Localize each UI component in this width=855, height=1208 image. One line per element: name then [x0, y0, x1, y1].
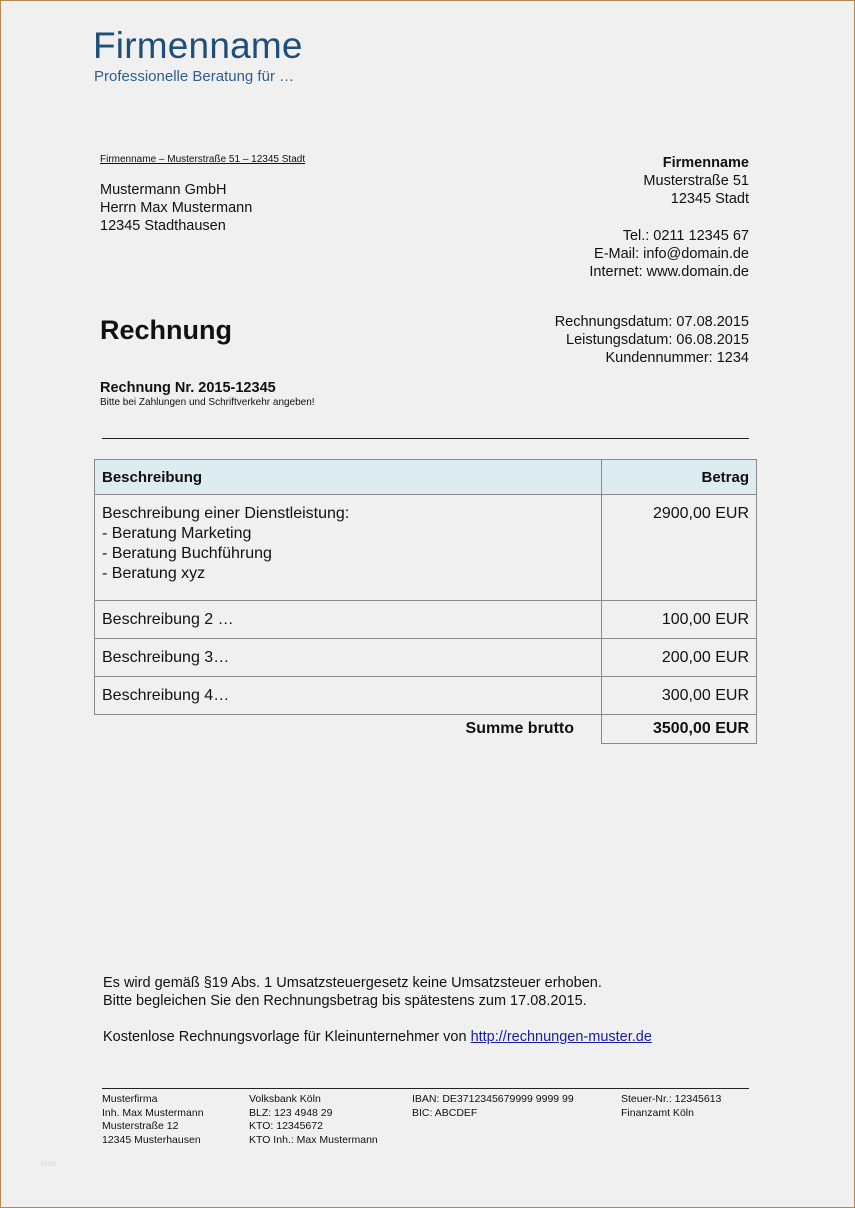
footer-line: Musterstraße 12	[102, 1120, 179, 1132]
line-items-table	[94, 459, 757, 744]
footer-line: Volksbank Köln	[249, 1093, 321, 1105]
company-web: Internet: www.domain.de	[589, 264, 749, 280]
row-amount: 100,00 EUR	[602, 601, 757, 639]
table-row	[95, 601, 757, 639]
table-row	[95, 677, 757, 715]
company-address	[643, 154, 749, 208]
total-amount: 3500,00 EUR	[602, 715, 757, 744]
footer-line: BLZ: 123 4948 29	[249, 1106, 333, 1119]
description-line: - Beratung Marketing	[102, 525, 252, 542]
footer-iban	[412, 1093, 574, 1120]
footer-line: Finanzamt Köln	[621, 1106, 694, 1119]
company-street: Musterstraße 51	[643, 173, 749, 189]
footer-line: Musterfirma	[102, 1093, 158, 1105]
footer-company	[102, 1093, 204, 1147]
document-title: Rechnung	[100, 315, 232, 345]
table-row	[95, 639, 757, 677]
footer-line: KTO Inh.: Max Mustermann	[249, 1133, 378, 1146]
company-contact	[589, 227, 749, 281]
footer-line: Steuer-Nr.: 12345613	[621, 1093, 722, 1105]
invoice-number: Rechnung Nr. 2015-12345	[100, 380, 276, 396]
company-phone: Tel.: 0211 12345 67	[622, 228, 749, 244]
total-row	[95, 715, 757, 744]
recipient-person: Herrn Max Mustermann	[100, 200, 253, 216]
footer-line: IBAN: DE3712345679999 9999 99	[412, 1093, 574, 1105]
row-description: Beschreibung 2 …	[95, 601, 602, 639]
divider	[102, 438, 749, 439]
row-amount: 300,00 EUR	[602, 677, 757, 715]
template-credit-text: Kostenlose Rechnungsvorlage für Kleinunternehmer von	[103, 1029, 471, 1045]
brand-name: Firmenname	[93, 25, 303, 66]
brand-tagline: Professionelle Beratung für …	[94, 68, 295, 85]
recipient-address	[100, 181, 252, 235]
total-label: Summe brutto	[95, 715, 602, 744]
row-amount: 2900,00 EUR	[602, 495, 757, 601]
footer-line: BIC: ABCDEF	[412, 1106, 478, 1119]
footer-line: 12345 Musterhausen	[102, 1133, 201, 1146]
table-header	[95, 460, 757, 495]
footer-line: Inh. Max Mustermann	[102, 1106, 204, 1119]
footer-tax	[621, 1093, 721, 1120]
company-city: 12345 Stadt	[670, 191, 749, 207]
service-date: Leistungsdatum: 06.08.2015	[566, 332, 749, 348]
payment-deadline-note: Bitte begleichen Sie den Rechnungsbetrag bis spätestens zum 17.08.2015.	[103, 993, 587, 1009]
row-amount: 200,00 EUR	[602, 639, 757, 677]
footer-divider	[102, 1088, 749, 1089]
invoice-date: Rechnungsdatum: 07.08.2015	[554, 314, 749, 330]
invoice-meta	[555, 313, 749, 367]
column-header-description: Beschreibung	[95, 460, 602, 495]
table-row	[95, 495, 757, 601]
tax-notes	[103, 974, 602, 1010]
column-header-amount: Betrag	[602, 460, 757, 495]
tax-exemption-note: Es wird gemäß §19 Abs. 1 Umsatzsteuergesetz keine Umsatzsteuer erhoben.	[103, 975, 602, 991]
description-line: - Beratung xyz	[102, 565, 206, 582]
row-description: Beschreibung 4…	[95, 677, 602, 715]
sender-address-line: Firmenname – Musterstraße 51 – 12345 Stadt	[100, 154, 306, 165]
company-email: E-Mail: info@domain.de	[594, 246, 749, 262]
recipient-company: Mustermann GmbH	[100, 182, 227, 198]
row-description: Beschreibung 3…	[95, 639, 602, 677]
description-line: Beschreibung einer Dienstleistung:	[102, 505, 350, 522]
customer-number: Kundennummer: 1234	[605, 350, 749, 366]
template-credit-link[interactable]: http://rechnungen-muster.de	[470, 1029, 652, 1045]
invoice-number-hint: Bitte bei Zahlungen und Schriftverkehr angeben!	[100, 397, 315, 408]
recipient-city: 12345 Stadthausen	[100, 218, 226, 234]
footer-line: KTO: 12345672	[249, 1120, 323, 1132]
row-description	[95, 495, 602, 601]
company-name: Firmenname	[662, 155, 749, 171]
description-line: - Beratung Buchführung	[102, 545, 272, 562]
faint-mark: hms	[41, 1159, 57, 1168]
template-credit	[103, 1029, 652, 1045]
footer-bank	[249, 1093, 378, 1147]
